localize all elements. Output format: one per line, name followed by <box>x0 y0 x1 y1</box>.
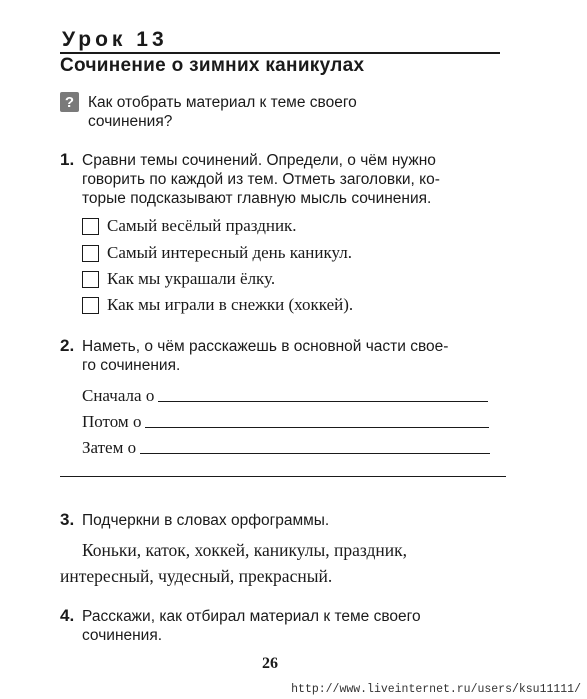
option-3-checkbox[interactable] <box>82 271 99 288</box>
question-icon: ? <box>60 92 79 112</box>
task-2-text <box>82 337 514 375</box>
task-3-number: 3. <box>60 510 75 529</box>
task-1-number: 1. <box>60 150 75 169</box>
guiding-question-line-2: сочинения? <box>88 113 173 130</box>
plan-answer-line-3[interactable] <box>140 453 490 454</box>
source-watermark: http://www.liveinternet.ru/users/ksu11111/ <box>291 683 581 696</box>
lesson-number: Урок 13 <box>62 28 168 51</box>
task-4-number: 4. <box>60 606 75 625</box>
header-rule <box>60 52 500 54</box>
task-3-text: Подчеркни в словах орфограммы. <box>82 512 330 529</box>
plan-prompt-2: Потом о <box>82 412 142 431</box>
guiding-question <box>88 93 508 131</box>
option-2-checkbox[interactable] <box>82 245 99 262</box>
plan-prompt-1: Сначала о <box>82 386 155 405</box>
task-1-line-3: торые подсказывают главную мысль сочинения. <box>82 190 432 207</box>
task-1-line-1: Сравни темы сочинений. Определи, о чём нужно <box>82 152 436 169</box>
spelling-words-line-2: интересный, чудесный, прекрасный. <box>60 566 333 586</box>
plan-row-1[interactable] <box>82 384 488 406</box>
option-4[interactable] <box>82 294 353 316</box>
spelling-words-line-1: Коньки, каток, хоккей, каникулы, праздник, <box>82 540 407 560</box>
plan-prompt-3: Затем о <box>82 438 137 457</box>
plan-answer-line-4[interactable] <box>60 476 506 477</box>
guiding-question-line-1: Как отобрать материал к теме своего <box>88 94 357 111</box>
task-1-line-2: говорить по каждой из тем. Отметь заголовки, ко- <box>82 171 440 188</box>
plan-row-3[interactable] <box>82 436 490 458</box>
task-4-line-1: Расскажи, как отбирал материал к теме своего <box>82 608 421 625</box>
option-4-label: Как мы играли в снежки (хоккей). <box>107 295 354 314</box>
task-4-text <box>82 607 514 645</box>
task-2-line-2: го сочинения. <box>82 357 181 374</box>
spelling-words <box>60 537 512 589</box>
plan-row-2[interactable] <box>82 410 489 432</box>
option-4-checkbox[interactable] <box>82 297 99 314</box>
page-number: 26 <box>262 655 278 672</box>
option-1-checkbox[interactable] <box>82 218 99 235</box>
task-1-text <box>82 151 514 208</box>
option-3-label: Как мы украшали ёлку. <box>107 269 276 288</box>
option-1[interactable] <box>82 215 297 237</box>
task-2-line-1: Наметь, о чём расскажешь в основной части свое- <box>82 338 449 355</box>
option-2[interactable] <box>82 242 352 264</box>
option-3[interactable] <box>82 268 275 290</box>
task-2-number: 2. <box>60 336 75 355</box>
page-title: Сочинение о зимних каникулах <box>60 55 365 76</box>
option-1-label: Самый весёлый праздник. <box>107 216 297 235</box>
plan-answer-line-1[interactable] <box>158 401 488 402</box>
plan-answer-line-2[interactable] <box>145 427 489 428</box>
option-2-label: Самый интересный день каникул. <box>107 243 353 262</box>
task-4-line-2: сочинения. <box>82 627 163 644</box>
